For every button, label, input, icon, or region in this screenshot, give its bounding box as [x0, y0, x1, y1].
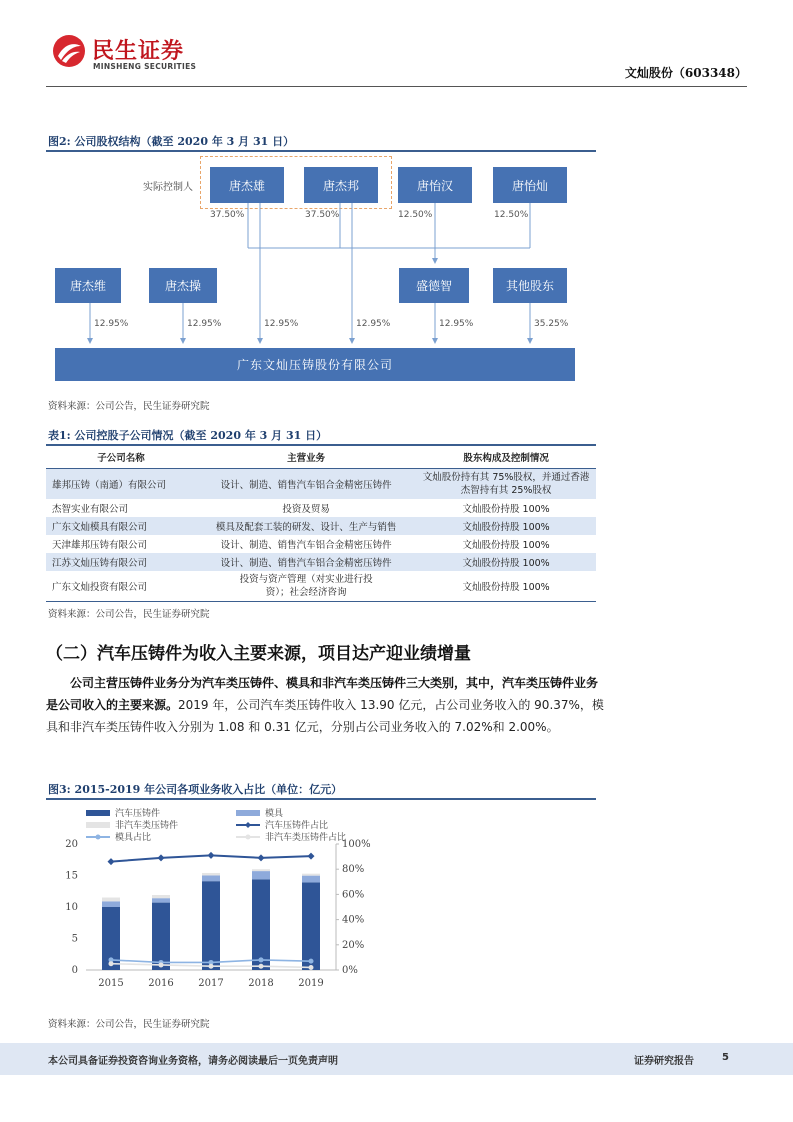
- figure2-source: 资料来源：公司公告，民生证券研究院: [48, 401, 210, 412]
- line-point: [109, 961, 114, 966]
- bar-segment: [302, 882, 320, 970]
- y2-tick-label: 40%: [342, 914, 365, 926]
- pct-shengdezhi: 12.95%: [439, 319, 474, 329]
- bar-segment: [252, 869, 270, 871]
- line-point: [209, 964, 214, 969]
- paragraph-body: 2019 年，公司汽车类压铸件收入 13.90 亿元，占公司业务收入的 90.37%，模具和非汽车类压铸件收入分别为 1.08 和 0.31 亿元，分别占公司业务收入的 7.02%和 2.00%。: [46, 698, 604, 734]
- y-tick-label: 20: [65, 839, 78, 850]
- legend-auto-castings: 汽车压铸件: [86, 806, 160, 819]
- pct-direct-jiexiong: 12.95%: [264, 319, 299, 329]
- legend-swatch: [86, 822, 110, 828]
- revenue-share-chart: [46, 838, 406, 998]
- holder-box-tang-jiebang: 唐杰邦: [304, 167, 378, 203]
- bar-segment: [202, 876, 220, 882]
- holder-box-shengdezhi: 盛德智: [399, 268, 469, 303]
- table-row: 天津雄邦压铸有限公司 设计、制造、销售汽车铝合金精密压铸件 文灿股份持股 100%: [52, 540, 550, 551]
- table1-title: 表1: 公司控股子公司情况（截至 2020 年 3 月 31 日）: [48, 429, 328, 442]
- y2-tick-label: 60%: [342, 889, 365, 901]
- legend-auto-castings-share: 汽车压铸件占比: [236, 818, 328, 831]
- legend-line-swatch: [236, 821, 260, 829]
- figure3-title: 图3: 2015-2019 年公司各项业务收入占比（单位：亿元）: [48, 783, 343, 796]
- holder-box-tang-jiecao: 唐杰操: [149, 268, 217, 303]
- table-row: 江苏文灿压铸有限公司 设计、制造、销售汽车铝合金精密压铸件 文灿股份持股 100%: [46, 553, 596, 571]
- line-point: [308, 853, 315, 860]
- pct-other-shareholders: 35.25%: [534, 319, 569, 329]
- line-point: [208, 852, 215, 859]
- table1-source: 资料来源：公司公告，民生证券研究院: [48, 609, 210, 620]
- x-tick-label: 2015: [98, 978, 124, 989]
- y-tick-label: 10: [65, 902, 78, 913]
- brand-name-en: MINSHENG SECURITIES: [93, 62, 197, 71]
- legend-non-auto-castings: 非汽车类压铸件: [86, 818, 178, 831]
- pct-tang-jiecao: 12.95%: [187, 319, 222, 329]
- x-tick-label: 2017: [198, 978, 224, 989]
- brand-name-cn: 民生证券: [92, 39, 185, 64]
- bar-segment: [152, 895, 170, 898]
- line-point: [309, 959, 314, 964]
- y2-tick-label: 20%: [342, 939, 365, 951]
- bar-segment: [202, 873, 220, 876]
- pct-tang-yican: 12.50%: [494, 210, 529, 220]
- line-point: [159, 962, 164, 967]
- holder-box-tang-jiewei: 唐杰维: [55, 268, 121, 303]
- section-paragraph: [46, 672, 606, 738]
- holder-box-other-shareholders: 其他股东: [493, 268, 567, 303]
- company-ticker: 文灿股份（603348）: [624, 66, 747, 80]
- bar-segment: [252, 871, 270, 879]
- y-tick-label: 5: [71, 933, 78, 945]
- line-point: [158, 854, 165, 861]
- y-tick-label: 15: [65, 870, 78, 882]
- col-header-subsidiary: 子公司名称: [46, 446, 196, 469]
- holder-box-tang-yihan: 唐怡汉: [398, 167, 472, 203]
- table-row: 雄邦压铸（南通）有限公司 设计、制造、销售汽车铝合金精密压铸件 文灿股份持有其 75%股权，并通过香港杰智持有其 25%股权: [46, 469, 596, 500]
- legend-swatch: [236, 810, 260, 816]
- bar-segment: [102, 901, 120, 907]
- pct-tang-yihan: 12.50%: [398, 210, 433, 220]
- subsidiaries-table: [46, 446, 596, 602]
- line-point: [259, 964, 264, 969]
- y-tick-label: 0: [71, 965, 78, 976]
- col-header-ownership: 股东构成及控制情况: [416, 446, 596, 469]
- x-tick-label: 2018: [248, 978, 274, 989]
- col-header-business: 主营业务: [196, 446, 416, 469]
- figure2-title: 图2: 公司股权结构（截至 2020 年 3 月 31 日）: [48, 135, 295, 148]
- legend-molds-share: 模具占比: [86, 830, 151, 843]
- holder-box-tang-jiexiong: 唐杰雄: [210, 167, 284, 203]
- pct-tang-jiewei: 12.95%: [94, 319, 129, 329]
- pct-direct-jiebang: 12.95%: [356, 319, 391, 329]
- table-row: 广东文灿模具有限公司 模具及配套工装的研发、设计、生产与销售 文灿股份持股 100%: [46, 517, 596, 535]
- paragraph-bold-lead: 公司主营压铸件业务分为汽车类压铸件、模具和非汽车类压铸件三大类别，其中，汽车类压铸件业务是公司收入的主要来源。: [46, 676, 599, 712]
- bar-segment: [302, 876, 320, 883]
- holder-box-tang-yican: 唐怡灿: [493, 167, 567, 203]
- pct-tang-jiebang: 37.50%: [305, 210, 340, 220]
- controller-label: 实际控制人: [143, 182, 193, 193]
- ownership-connectors: [0, 0, 793, 400]
- y2-tick-label: 80%: [342, 864, 365, 876]
- legend-swatch: [86, 810, 110, 816]
- bar-segment: [202, 881, 220, 970]
- bar-segment: [102, 898, 120, 902]
- table-row: 杰智实业有限公司 投资及贸易 文灿股份持股 100%: [52, 504, 550, 515]
- line-point: [309, 965, 314, 970]
- y2-tick-label: 100%: [342, 839, 371, 850]
- figure3-title-rule: [46, 798, 596, 800]
- line-point: [258, 854, 265, 861]
- figure3-source: 资料来源：公司公告，民生证券研究院: [48, 1019, 210, 1030]
- pct-tang-jiexiong: 37.50%: [210, 210, 245, 220]
- line-point: [259, 957, 264, 962]
- footer-disclaimer: 本公司具备证券投资咨询业务资格，请务必阅读最后一页免责声明: [48, 1056, 338, 1067]
- bar-segment: [152, 898, 170, 902]
- footer-report-type: 证券研究报告: [634, 1056, 694, 1067]
- legend-molds: 模具: [236, 806, 283, 819]
- section-title: （二）汽车压铸件为收入主要来源，项目达产迎业绩增量: [46, 644, 471, 664]
- bar-segment: [252, 879, 270, 970]
- line-point: [108, 858, 115, 865]
- bar-segment: [302, 874, 320, 876]
- y2-tick-label: 0%: [342, 965, 358, 976]
- table-row: 广东文灿投资有限公司 投资与资产管理（对实业进行投资）；社会经济咨询 文灿股份持股 100%: [46, 571, 596, 602]
- x-tick-label: 2019: [298, 978, 324, 989]
- company-box: 广东文灿压铸股份有限公司: [55, 348, 575, 381]
- x-tick-label: 2016: [148, 978, 174, 989]
- legend-non-auto-castings-share: 非汽车类压铸件占比: [236, 830, 346, 843]
- bar-segment: [152, 903, 170, 970]
- page-number: 5: [722, 1052, 729, 1063]
